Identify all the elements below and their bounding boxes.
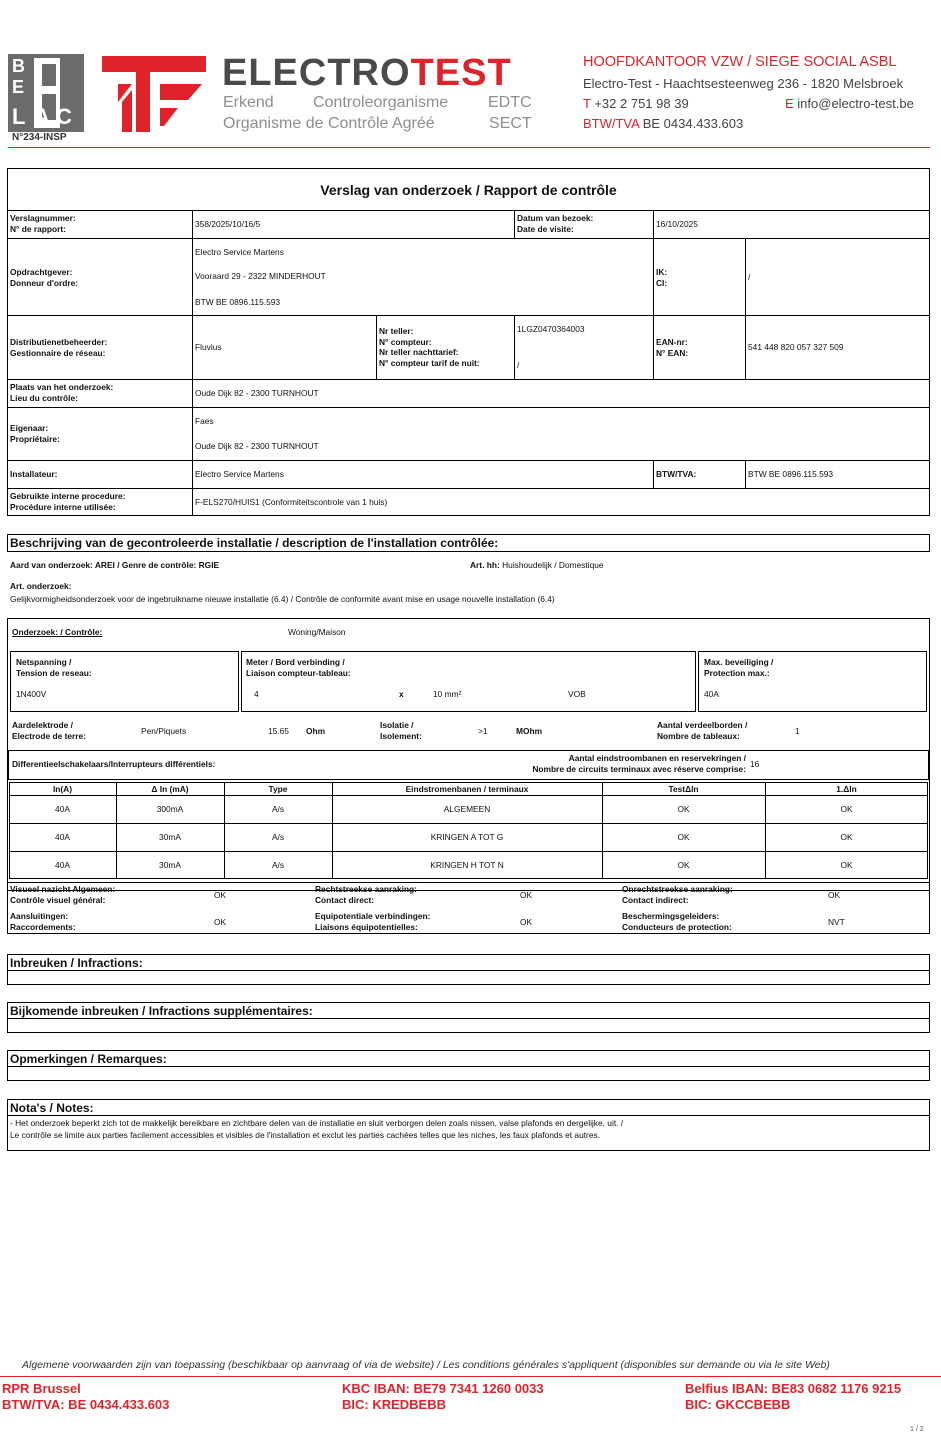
max-protection-label: Max. beveiliging / Protection max.:	[704, 657, 774, 678]
art-hh	[470, 560, 604, 571]
office-title: HOOFDKANTOOR VZW / SIEGE SOCIAL ASBL	[583, 54, 897, 70]
office-vat	[583, 116, 743, 131]
brand-word-test: TEST	[410, 52, 512, 94]
visit-date-label: Datum van bezoek: Date de visite:	[517, 213, 594, 234]
check-visual-label: Visueel nazicht Algemeen: Contrôle visuel général:	[10, 884, 116, 905]
art-value: Gelijkvormigheidsonderzoek voor de ingebruikname nieuwe installatie (6.4) / Contrôle de conformité avant mise en usage nouvelle installation (6.4)	[10, 594, 555, 604]
diff-switch-label: Differentieelschakelaars/Interrupteurs différentiels:	[12, 759, 216, 769]
earth-label: Aardelektrode / Electrode de terre:	[12, 720, 87, 741]
brand-word-electro: ELECTRO	[222, 52, 411, 94]
phone-number: +32 2 751 98 39	[590, 96, 689, 111]
client-address: Vooraard 29 - 2322 MINDERHOUT	[195, 271, 326, 281]
place-value: Oude Dijk 82 - 2300 TURNHOUT	[195, 388, 319, 398]
owner-address: Oude Dijk 82 - 2300 TURNHOUT	[195, 441, 319, 451]
footer-belfius-iban: Belfius IBAN: BE83 0682 1176 9215	[685, 1381, 902, 1396]
installer-label: Installateur:	[10, 469, 58, 479]
tag-sect: SECT	[489, 115, 532, 132]
place-label: Plaats van het onderzoek: Lieu du contrôle:	[10, 382, 114, 403]
ik-value: /	[748, 272, 751, 282]
grid-operator-label: Distributienetbeheerder: Gestionnaire de réseau:	[10, 337, 108, 358]
boards-value: 1	[795, 726, 800, 736]
check-protective-label: Beschermingsgeleiders: Conducteurs de protection:	[622, 911, 732, 932]
footer-kbc-bic: BIC: KREDBEBB	[342, 1397, 446, 1412]
isolation-value: >1	[478, 726, 488, 736]
general-conditions: Algemene voorwaarden zijn van toepassing (beschikbaar op aanvraag of via de website) / Les conditions générales s'appliquent (disponibles sur demande ou via le site Web)	[22, 1359, 830, 1371]
check-direct-value: OK	[520, 890, 533, 900]
max-protection-value: 40A	[704, 689, 719, 699]
voltage-value: 1N400V	[16, 689, 47, 699]
check-connections-label: Aansluitingen: Raccordements:	[10, 911, 76, 932]
belac-letter-c: C	[56, 104, 72, 129]
vat-prefix: BTW/TVA	[583, 116, 640, 131]
installer-value: Electro Service Martens	[195, 469, 284, 479]
belac-letter-a: A	[34, 104, 50, 129]
extra-infractions-title: Bijkomende inbreuken / Infractions supplémentaires:	[10, 1004, 313, 1018]
remarks-title: Opmerkingen / Remarques:	[10, 1052, 167, 1066]
check-equipotential-label: Equipotentiale verbindingen: Liaisons équipotentielles:	[315, 911, 431, 932]
checks-box	[7, 882, 930, 934]
email-address[interactable]: info@electro-test.be	[793, 96, 914, 111]
procedure-label: Gebruikte interne procedure: Procédure interne utilisée:	[10, 491, 126, 512]
check-connections-value: OK	[214, 917, 227, 927]
footer-vat: BTW/TVA: BE 0434.433.603	[2, 1397, 170, 1412]
meter-night-value: /	[517, 360, 520, 370]
grid-operator-value: Fluvius	[195, 342, 222, 352]
boards-label: Aantal verdeelborden / Nombre de tableaux:	[657, 720, 748, 741]
belac-letter-l: L	[12, 104, 26, 129]
meter-link-type: VOB	[568, 689, 586, 699]
circuits-label: Aantal eindstroombanen en reservekringen / Nombre de circuits terminaux avec réserve comprise:	[532, 753, 746, 774]
meter-value: 1LGZ0470364003	[517, 324, 585, 334]
belac-letter-b: B	[12, 56, 25, 76]
voltage-label: Netspanning / Tension de reseau:	[16, 657, 92, 678]
office-email[interactable]	[785, 96, 914, 111]
meter-label: Nr teller: N° compteur: Nr teller nachttarief: N° compteur tarif de nuit:	[379, 326, 480, 368]
art-label: Art. onderzoek:	[10, 581, 72, 591]
report-nr-label: Verslagnummer: N° de rapport:	[10, 213, 76, 234]
note-line-1: - Het onderzoek beperkt zich tot de makkelijk bereikbare en zichtbare delen van de installatie en sluit verborgen delen zoals nissen, valse plafonds en dergelijke, uit. /	[10, 1118, 624, 1128]
diff-header-1x: 1.ΔIn	[836, 784, 857, 794]
visit-date-value: 16/10/2025	[656, 219, 698, 229]
email-prefix: E	[785, 96, 794, 111]
footer-belfius-bic: BIC: GKCCBEBB	[685, 1397, 791, 1412]
art-hh-value: Huishoudelijk / Domestique	[499, 560, 604, 570]
brand-logotype	[222, 52, 512, 94]
diff-header-test: TestΔIn	[668, 784, 699, 794]
footer-kbc-iban: KBC IBAN: BE79 7341 1260 0033	[342, 1381, 544, 1396]
installer-vat-label: BTW/TVA:	[656, 469, 697, 479]
earth-type: Pen/Piquets	[141, 726, 187, 736]
tag-controleorganisme: Controleorganisme	[313, 94, 449, 111]
meter-link-count: 4	[254, 689, 259, 699]
circuits-value: 16	[750, 759, 760, 769]
diff-header-in: In(A)	[52, 784, 73, 794]
procedure-value: F-ELS270/HUIS1 (Conformiteitscontrole van 1 huis)	[195, 497, 388, 507]
owner-name: Faes	[195, 416, 214, 426]
notes-title: Nota's / Notes:	[10, 1101, 94, 1115]
check-indirect-label: Onrechtstreekse aanraking: Contact indirect:	[622, 884, 733, 905]
infractions-title: Inbreuken / Infractions:	[10, 956, 143, 970]
office-phone	[583, 96, 689, 111]
diff-header-terminals: Eindstromenbanen / terminaux	[405, 784, 529, 794]
ean-label: EAN-nr: N° EAN:	[656, 337, 689, 358]
report-nr-value: 358/2025/10/16/5	[195, 219, 261, 229]
page-number: 1 / 2	[910, 1426, 924, 1433]
meter-link-times: x	[399, 689, 404, 699]
tag-organisme: Organisme de Contrôle Agréé	[223, 115, 435, 132]
control-label: Onderzoek: / Contrôle:	[12, 627, 103, 637]
check-direct-label: Rechtstreekse aanraking: Contact direct:	[315, 884, 417, 905]
diff-header-type: Type	[268, 784, 288, 794]
art-hh-label: Art. hh:	[470, 560, 500, 570]
earth-value: 15.65	[268, 726, 289, 736]
belac-letter-e: E	[12, 77, 25, 97]
tag-edtc: EDTC	[488, 94, 532, 111]
footer-rpr: RPR Brussel	[2, 1381, 81, 1396]
ik-label: IK: CI:	[656, 267, 668, 288]
check-visual-value: OK	[214, 890, 227, 900]
meter-link-section: 10 mm²	[433, 689, 462, 699]
report-title: Verslag van onderzoek / Rapport de contrôle	[320, 182, 617, 198]
ean-value: 541 448 820 057 327 509	[748, 342, 844, 352]
client-label: Opdrachtgever: Donneur d'ordre:	[10, 267, 79, 288]
note-line-2: Le contrôle se limite aux parties facilement accessibles et visibles de l'installation et exclut les parties cachées telles que les niches, les faux plafonds et autres.	[10, 1130, 601, 1140]
control-value: Woning/Maison	[288, 627, 346, 637]
owner-label: Eigenaar: Propriétaire:	[10, 423, 60, 444]
header-rule	[8, 147, 930, 148]
check-indirect-value: OK	[828, 890, 841, 900]
tag-erkend: Erkend	[223, 94, 274, 111]
earth-unit: Ohm	[306, 726, 326, 736]
footer-rule	[0, 1376, 941, 1377]
isolation-label: Isolatie / Isolement:	[380, 720, 422, 741]
check-equipotential-value: OK	[520, 917, 533, 927]
installer-vat-value: BTW BE 0896.115.593	[748, 469, 834, 479]
phone-prefix: T	[583, 96, 591, 111]
meter-link-label: Meter / Bord verbinding / Liaison compteur-tableau:	[246, 657, 351, 678]
electrotest-emblem	[102, 56, 206, 132]
check-protective-value: NVT	[828, 917, 845, 927]
vat-number: BE 0434.433.603	[639, 116, 744, 131]
description-title: Beschrijving van de gecontroleerde installatie / description de l'installation contrôlée:	[10, 536, 499, 550]
control-nature: Aard van onderzoek: AREI / Genre de contrôle: RGIE	[10, 560, 220, 570]
client-name: Electro Service Martens	[195, 247, 284, 257]
office-address: Electro-Test - Haachtsesteenweg 236 - 1820 Melsbroek	[583, 76, 904, 91]
client-vat: BTW BE 0896.115.593	[195, 297, 281, 307]
belac-number: N°234-INSP	[12, 132, 67, 143]
isolation-unit: MOhm	[516, 726, 543, 736]
diff-header-delta: Δ In (mA)	[151, 784, 189, 794]
